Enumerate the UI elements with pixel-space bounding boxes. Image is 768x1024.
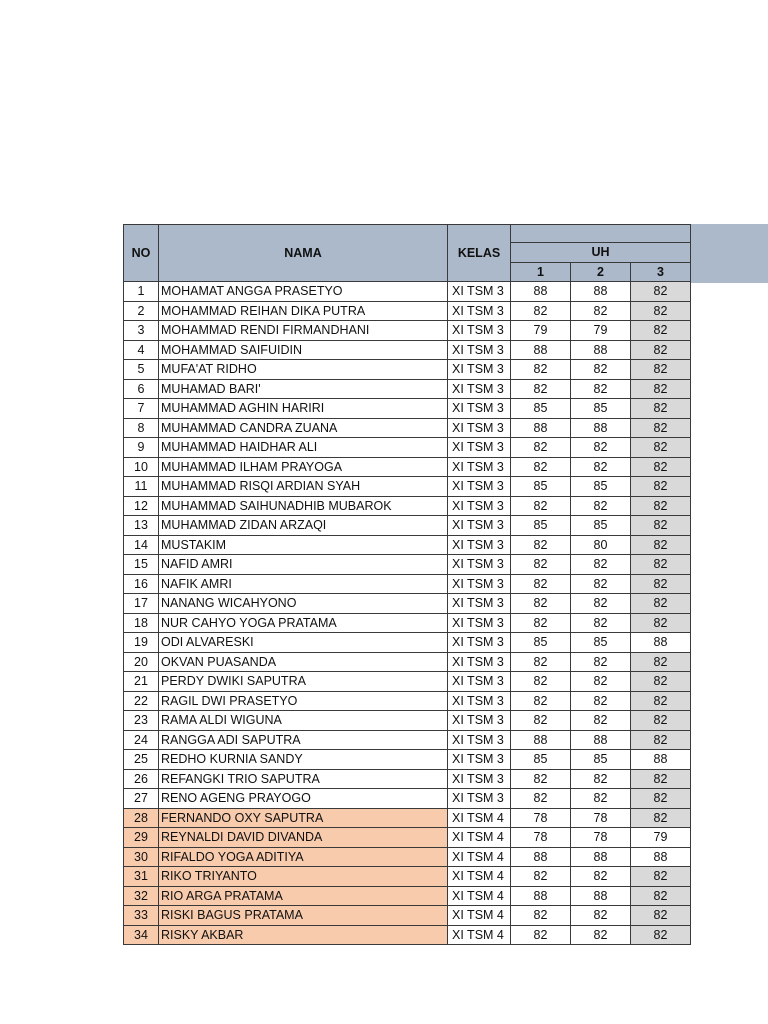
table-row — [124, 282, 691, 302]
cell-nama: MUHAMMAD ZIDAN ARZAQI — [159, 516, 448, 536]
cell-no: 23 — [124, 711, 159, 731]
cell-uh-1: 82 — [511, 789, 571, 809]
table-row — [124, 750, 691, 770]
cell-nama: MUHAMMAD SAIHUNADHIB MUBAROK — [159, 496, 448, 516]
cell-uh-2: 85 — [571, 633, 631, 653]
col-header-uh-3: 3 — [631, 262, 691, 282]
cell-nama: MUHAMMAD ILHAM PRAYOGA — [159, 457, 448, 477]
cell-uh-1: 85 — [511, 477, 571, 497]
cell-uh-1: 82 — [511, 769, 571, 789]
table-row — [124, 477, 691, 497]
cell-nama: FERNANDO OXY SAPUTRA — [159, 808, 448, 828]
cell-no: 24 — [124, 730, 159, 750]
cell-kelas: XI TSM 3 — [448, 613, 511, 633]
cell-kelas: XI TSM 3 — [448, 379, 511, 399]
cell-no: 20 — [124, 652, 159, 672]
cell-uh-1: 82 — [511, 867, 571, 887]
cell-uh-1: 85 — [511, 633, 571, 653]
col-header-spacer — [511, 225, 691, 243]
cell-nama: RISKY AKBAR — [159, 925, 448, 945]
cell-no: 2 — [124, 301, 159, 321]
cell-uh-2: 82 — [571, 301, 631, 321]
cell-uh-2: 82 — [571, 925, 631, 945]
cell-uh-2: 82 — [571, 789, 631, 809]
cell-uh-3: 88 — [631, 633, 691, 653]
cell-kelas: XI TSM 4 — [448, 847, 511, 867]
cell-kelas: XI TSM 3 — [448, 594, 511, 614]
cell-uh-3: 82 — [631, 535, 691, 555]
cell-uh-3: 82 — [631, 789, 691, 809]
col-header-uh: UH — [511, 243, 691, 263]
cell-uh-1: 82 — [511, 379, 571, 399]
cell-kelas: XI TSM 3 — [448, 789, 511, 809]
table-row — [124, 828, 691, 848]
cell-uh-3: 82 — [631, 672, 691, 692]
table-row — [124, 438, 691, 458]
cell-uh-3: 82 — [631, 555, 691, 575]
cell-uh-1: 82 — [511, 496, 571, 516]
cell-uh-1: 82 — [511, 574, 571, 594]
table-row — [124, 496, 691, 516]
cell-nama: OKVAN PUASANDA — [159, 652, 448, 672]
table-row — [124, 867, 691, 887]
cell-uh-3: 82 — [631, 613, 691, 633]
table-row — [124, 379, 691, 399]
cell-kelas: XI TSM 4 — [448, 906, 511, 926]
cell-nama: MUHAMMAD HAIDHAR ALI — [159, 438, 448, 458]
cell-uh-1: 85 — [511, 516, 571, 536]
cell-uh-2: 82 — [571, 906, 631, 926]
cell-uh-3: 82 — [631, 867, 691, 887]
cell-uh-1: 85 — [511, 750, 571, 770]
cell-uh-2: 82 — [571, 574, 631, 594]
cell-kelas: XI TSM 3 — [448, 672, 511, 692]
cell-uh-2: 85 — [571, 516, 631, 536]
table-row — [124, 672, 691, 692]
cell-uh-2: 88 — [571, 730, 631, 750]
cell-no: 29 — [124, 828, 159, 848]
cell-uh-2: 82 — [571, 496, 631, 516]
cell-uh-3: 82 — [631, 730, 691, 750]
cell-kelas: XI TSM 3 — [448, 574, 511, 594]
col-header-no: NO — [124, 225, 159, 282]
table-row — [124, 925, 691, 945]
table-row — [124, 906, 691, 926]
table-row — [124, 789, 691, 809]
cell-uh-2: 82 — [571, 438, 631, 458]
cell-uh-3: 82 — [631, 360, 691, 380]
table-row — [124, 847, 691, 867]
cell-uh-1: 88 — [511, 886, 571, 906]
cell-nama: RAMA ALDI WIGUNA — [159, 711, 448, 731]
cell-nama: RISKI BAGUS PRATAMA — [159, 906, 448, 926]
col-header-kelas: KELAS — [448, 225, 511, 282]
cell-uh-3: 82 — [631, 301, 691, 321]
cell-uh-2: 82 — [571, 769, 631, 789]
cell-no: 31 — [124, 867, 159, 887]
table-row — [124, 321, 691, 341]
cell-nama: MUHAMMAD RISQI ARDIAN SYAH — [159, 477, 448, 497]
cell-uh-1: 88 — [511, 730, 571, 750]
cell-uh-2: 82 — [571, 691, 631, 711]
cell-no: 11 — [124, 477, 159, 497]
cell-uh-1: 78 — [511, 808, 571, 828]
cell-uh-3: 82 — [631, 769, 691, 789]
cell-no: 13 — [124, 516, 159, 536]
cell-uh-3: 79 — [631, 828, 691, 848]
table-row — [124, 594, 691, 614]
cell-nama: ODI ALVARESKI — [159, 633, 448, 653]
cell-kelas: XI TSM 3 — [448, 438, 511, 458]
cell-uh-1: 82 — [511, 457, 571, 477]
cell-no: 7 — [124, 399, 159, 419]
cell-nama: RENO AGENG PRAYOGO — [159, 789, 448, 809]
cell-nama: MOHAMAT ANGGA PRASETYO — [159, 282, 448, 302]
col-header-uh-2: 2 — [571, 262, 631, 282]
cell-no: 14 — [124, 535, 159, 555]
cell-uh-2: 85 — [571, 750, 631, 770]
cell-uh-2: 88 — [571, 847, 631, 867]
table-row — [124, 691, 691, 711]
cell-kelas: XI TSM 3 — [448, 321, 511, 341]
cell-nama: RIFALDO YOGA ADITIYA — [159, 847, 448, 867]
cell-nama: RIO ARGA PRATAMA — [159, 886, 448, 906]
cell-kelas: XI TSM 3 — [448, 457, 511, 477]
cell-kelas: XI TSM 3 — [448, 652, 511, 672]
cell-no: 9 — [124, 438, 159, 458]
cell-no: 10 — [124, 457, 159, 477]
cell-uh-3: 82 — [631, 399, 691, 419]
cell-no: 28 — [124, 808, 159, 828]
cell-uh-2: 88 — [571, 282, 631, 302]
table-row — [124, 633, 691, 653]
cell-no: 8 — [124, 418, 159, 438]
cell-kelas: XI TSM 4 — [448, 867, 511, 887]
table-row — [124, 301, 691, 321]
cell-no: 21 — [124, 672, 159, 692]
table-row — [124, 574, 691, 594]
cell-uh-2: 82 — [571, 555, 631, 575]
cell-kelas: XI TSM 3 — [448, 711, 511, 731]
table-row — [124, 360, 691, 380]
cell-no: 15 — [124, 555, 159, 575]
table-row — [124, 399, 691, 419]
cell-uh-3: 82 — [631, 379, 691, 399]
cell-kelas: XI TSM 3 — [448, 496, 511, 516]
cell-uh-2: 82 — [571, 652, 631, 672]
cell-uh-2: 80 — [571, 535, 631, 555]
cell-uh-3: 82 — [631, 438, 691, 458]
cell-uh-1: 88 — [511, 847, 571, 867]
cell-uh-1: 82 — [511, 594, 571, 614]
cell-uh-1: 88 — [511, 340, 571, 360]
table-row — [124, 340, 691, 360]
cell-uh-2: 82 — [571, 613, 631, 633]
cell-no: 30 — [124, 847, 159, 867]
cell-uh-1: 82 — [511, 652, 571, 672]
cell-no: 25 — [124, 750, 159, 770]
table-row — [124, 555, 691, 575]
table-body — [124, 282, 691, 945]
cell-no: 12 — [124, 496, 159, 516]
cell-uh-1: 85 — [511, 399, 571, 419]
cell-uh-2: 82 — [571, 711, 631, 731]
cell-nama: RAGIL DWI PRASETYO — [159, 691, 448, 711]
cell-uh-1: 78 — [511, 828, 571, 848]
cell-no: 33 — [124, 906, 159, 926]
table-row — [124, 730, 691, 750]
cell-no: 5 — [124, 360, 159, 380]
cell-uh-3: 88 — [631, 750, 691, 770]
cell-uh-2: 82 — [571, 457, 631, 477]
cell-uh-3: 82 — [631, 282, 691, 302]
cell-uh-1: 82 — [511, 301, 571, 321]
cell-kelas: XI TSM 4 — [448, 886, 511, 906]
table-row — [124, 652, 691, 672]
cell-uh-2: 79 — [571, 321, 631, 341]
cell-no: 17 — [124, 594, 159, 614]
cell-uh-3: 82 — [631, 418, 691, 438]
cell-no: 6 — [124, 379, 159, 399]
cell-no: 32 — [124, 886, 159, 906]
cell-kelas: XI TSM 3 — [448, 730, 511, 750]
cell-uh-3: 82 — [631, 340, 691, 360]
cell-kelas: XI TSM 3 — [448, 418, 511, 438]
cell-uh-1: 82 — [511, 535, 571, 555]
cell-uh-2: 88 — [571, 340, 631, 360]
cell-uh-3: 82 — [631, 477, 691, 497]
cell-no: 19 — [124, 633, 159, 653]
cell-nama: MOHAMMAD SAIFUIDIN — [159, 340, 448, 360]
cell-uh-2: 85 — [571, 477, 631, 497]
cell-nama: REYNALDI DAVID DIVANDA — [159, 828, 448, 848]
cell-nama: RIKO TRIYANTO — [159, 867, 448, 887]
cell-kelas: XI TSM 3 — [448, 340, 511, 360]
table-row — [124, 535, 691, 555]
cell-uh-1: 88 — [511, 282, 571, 302]
cell-uh-2: 78 — [571, 828, 631, 848]
cell-uh-2: 82 — [571, 867, 631, 887]
table-row — [124, 886, 691, 906]
cell-uh-1: 82 — [511, 360, 571, 380]
cell-uh-2: 88 — [571, 418, 631, 438]
cell-nama: PERDY DWIKI SAPUTRA — [159, 672, 448, 692]
table-row — [124, 613, 691, 633]
cell-no: 27 — [124, 789, 159, 809]
cell-uh-2: 82 — [571, 672, 631, 692]
cell-uh-1: 82 — [511, 672, 571, 692]
cell-nama: NAFID AMRI — [159, 555, 448, 575]
table-row — [124, 418, 691, 438]
cell-uh-1: 82 — [511, 613, 571, 633]
cell-uh-3: 82 — [631, 906, 691, 926]
cell-nama: MUHAMAD BARI' — [159, 379, 448, 399]
cell-kelas: XI TSM 3 — [448, 360, 511, 380]
cell-no: 1 — [124, 282, 159, 302]
cell-kelas: XI TSM 3 — [448, 399, 511, 419]
cell-uh-1: 82 — [511, 438, 571, 458]
cell-kelas: XI TSM 3 — [448, 750, 511, 770]
cell-uh-3: 82 — [631, 691, 691, 711]
cell-uh-2: 82 — [571, 594, 631, 614]
cell-uh-1: 82 — [511, 711, 571, 731]
cell-nama: REFANGKI TRIO SAPUTRA — [159, 769, 448, 789]
col-header-nama: NAMA — [159, 225, 448, 282]
cell-kelas: XI TSM 3 — [448, 301, 511, 321]
cell-no: 16 — [124, 574, 159, 594]
cell-uh-2: 88 — [571, 886, 631, 906]
table-row — [124, 711, 691, 731]
cell-kelas: XI TSM 4 — [448, 925, 511, 945]
cell-uh-3: 82 — [631, 711, 691, 731]
header-fill-extension — [688, 224, 768, 283]
cell-uh-3: 82 — [631, 594, 691, 614]
cell-no: 22 — [124, 691, 159, 711]
cell-uh-2: 82 — [571, 360, 631, 380]
cell-kelas: XI TSM 3 — [448, 516, 511, 536]
cell-uh-3: 82 — [631, 808, 691, 828]
header-row-top — [124, 225, 691, 243]
cell-uh-3: 82 — [631, 457, 691, 477]
cell-kelas: XI TSM 3 — [448, 535, 511, 555]
cell-kelas: XI TSM 4 — [448, 828, 511, 848]
cell-no: 26 — [124, 769, 159, 789]
cell-uh-3: 82 — [631, 652, 691, 672]
cell-nama: MOHAMMAD RENDI FIRMANDHANI — [159, 321, 448, 341]
cell-uh-3: 82 — [631, 886, 691, 906]
cell-uh-2: 82 — [571, 379, 631, 399]
cell-uh-1: 82 — [511, 691, 571, 711]
cell-kelas: XI TSM 3 — [448, 477, 511, 497]
table-header — [124, 225, 691, 282]
cell-uh-3: 88 — [631, 847, 691, 867]
cell-no: 18 — [124, 613, 159, 633]
cell-nama: MUHAMMAD CANDRA ZUANA — [159, 418, 448, 438]
cell-nama: NAFIK AMRI — [159, 574, 448, 594]
cell-uh-2: 78 — [571, 808, 631, 828]
cell-nama: NUR CAHYO YOGA PRATAMA — [159, 613, 448, 633]
cell-no: 34 — [124, 925, 159, 945]
cell-nama: MUFA'AT RIDHO — [159, 360, 448, 380]
cell-kelas: XI TSM 4 — [448, 808, 511, 828]
table-row — [124, 808, 691, 828]
cell-uh-2: 85 — [571, 399, 631, 419]
cell-nama: RANGGA ADI SAPUTRA — [159, 730, 448, 750]
cell-kelas: XI TSM 3 — [448, 282, 511, 302]
cell-uh-3: 82 — [631, 496, 691, 516]
cell-no: 3 — [124, 321, 159, 341]
cell-nama: MUSTAKIM — [159, 535, 448, 555]
cell-nama: NANANG WICAHYONO — [159, 594, 448, 614]
cell-uh-1: 79 — [511, 321, 571, 341]
cell-uh-1: 82 — [511, 925, 571, 945]
cell-nama: MOHAMMAD REIHAN DIKA PUTRA — [159, 301, 448, 321]
cell-uh-3: 82 — [631, 321, 691, 341]
cell-nama: REDHO KURNIA SANDY — [159, 750, 448, 770]
cell-nama: MUHAMMAD AGHIN HARIRI — [159, 399, 448, 419]
cell-uh-1: 82 — [511, 906, 571, 926]
col-header-uh-1: 1 — [511, 262, 571, 282]
table-row — [124, 457, 691, 477]
cell-kelas: XI TSM 3 — [448, 769, 511, 789]
cell-no: 4 — [124, 340, 159, 360]
cell-kelas: XI TSM 3 — [448, 691, 511, 711]
table-row — [124, 769, 691, 789]
cell-uh-3: 82 — [631, 516, 691, 536]
cell-uh-1: 88 — [511, 418, 571, 438]
cell-uh-1: 82 — [511, 555, 571, 575]
cell-uh-3: 82 — [631, 925, 691, 945]
cell-uh-3: 82 — [631, 574, 691, 594]
grades-table — [123, 224, 691, 945]
cell-kelas: XI TSM 3 — [448, 555, 511, 575]
cell-kelas: XI TSM 3 — [448, 633, 511, 653]
table-row — [124, 516, 691, 536]
